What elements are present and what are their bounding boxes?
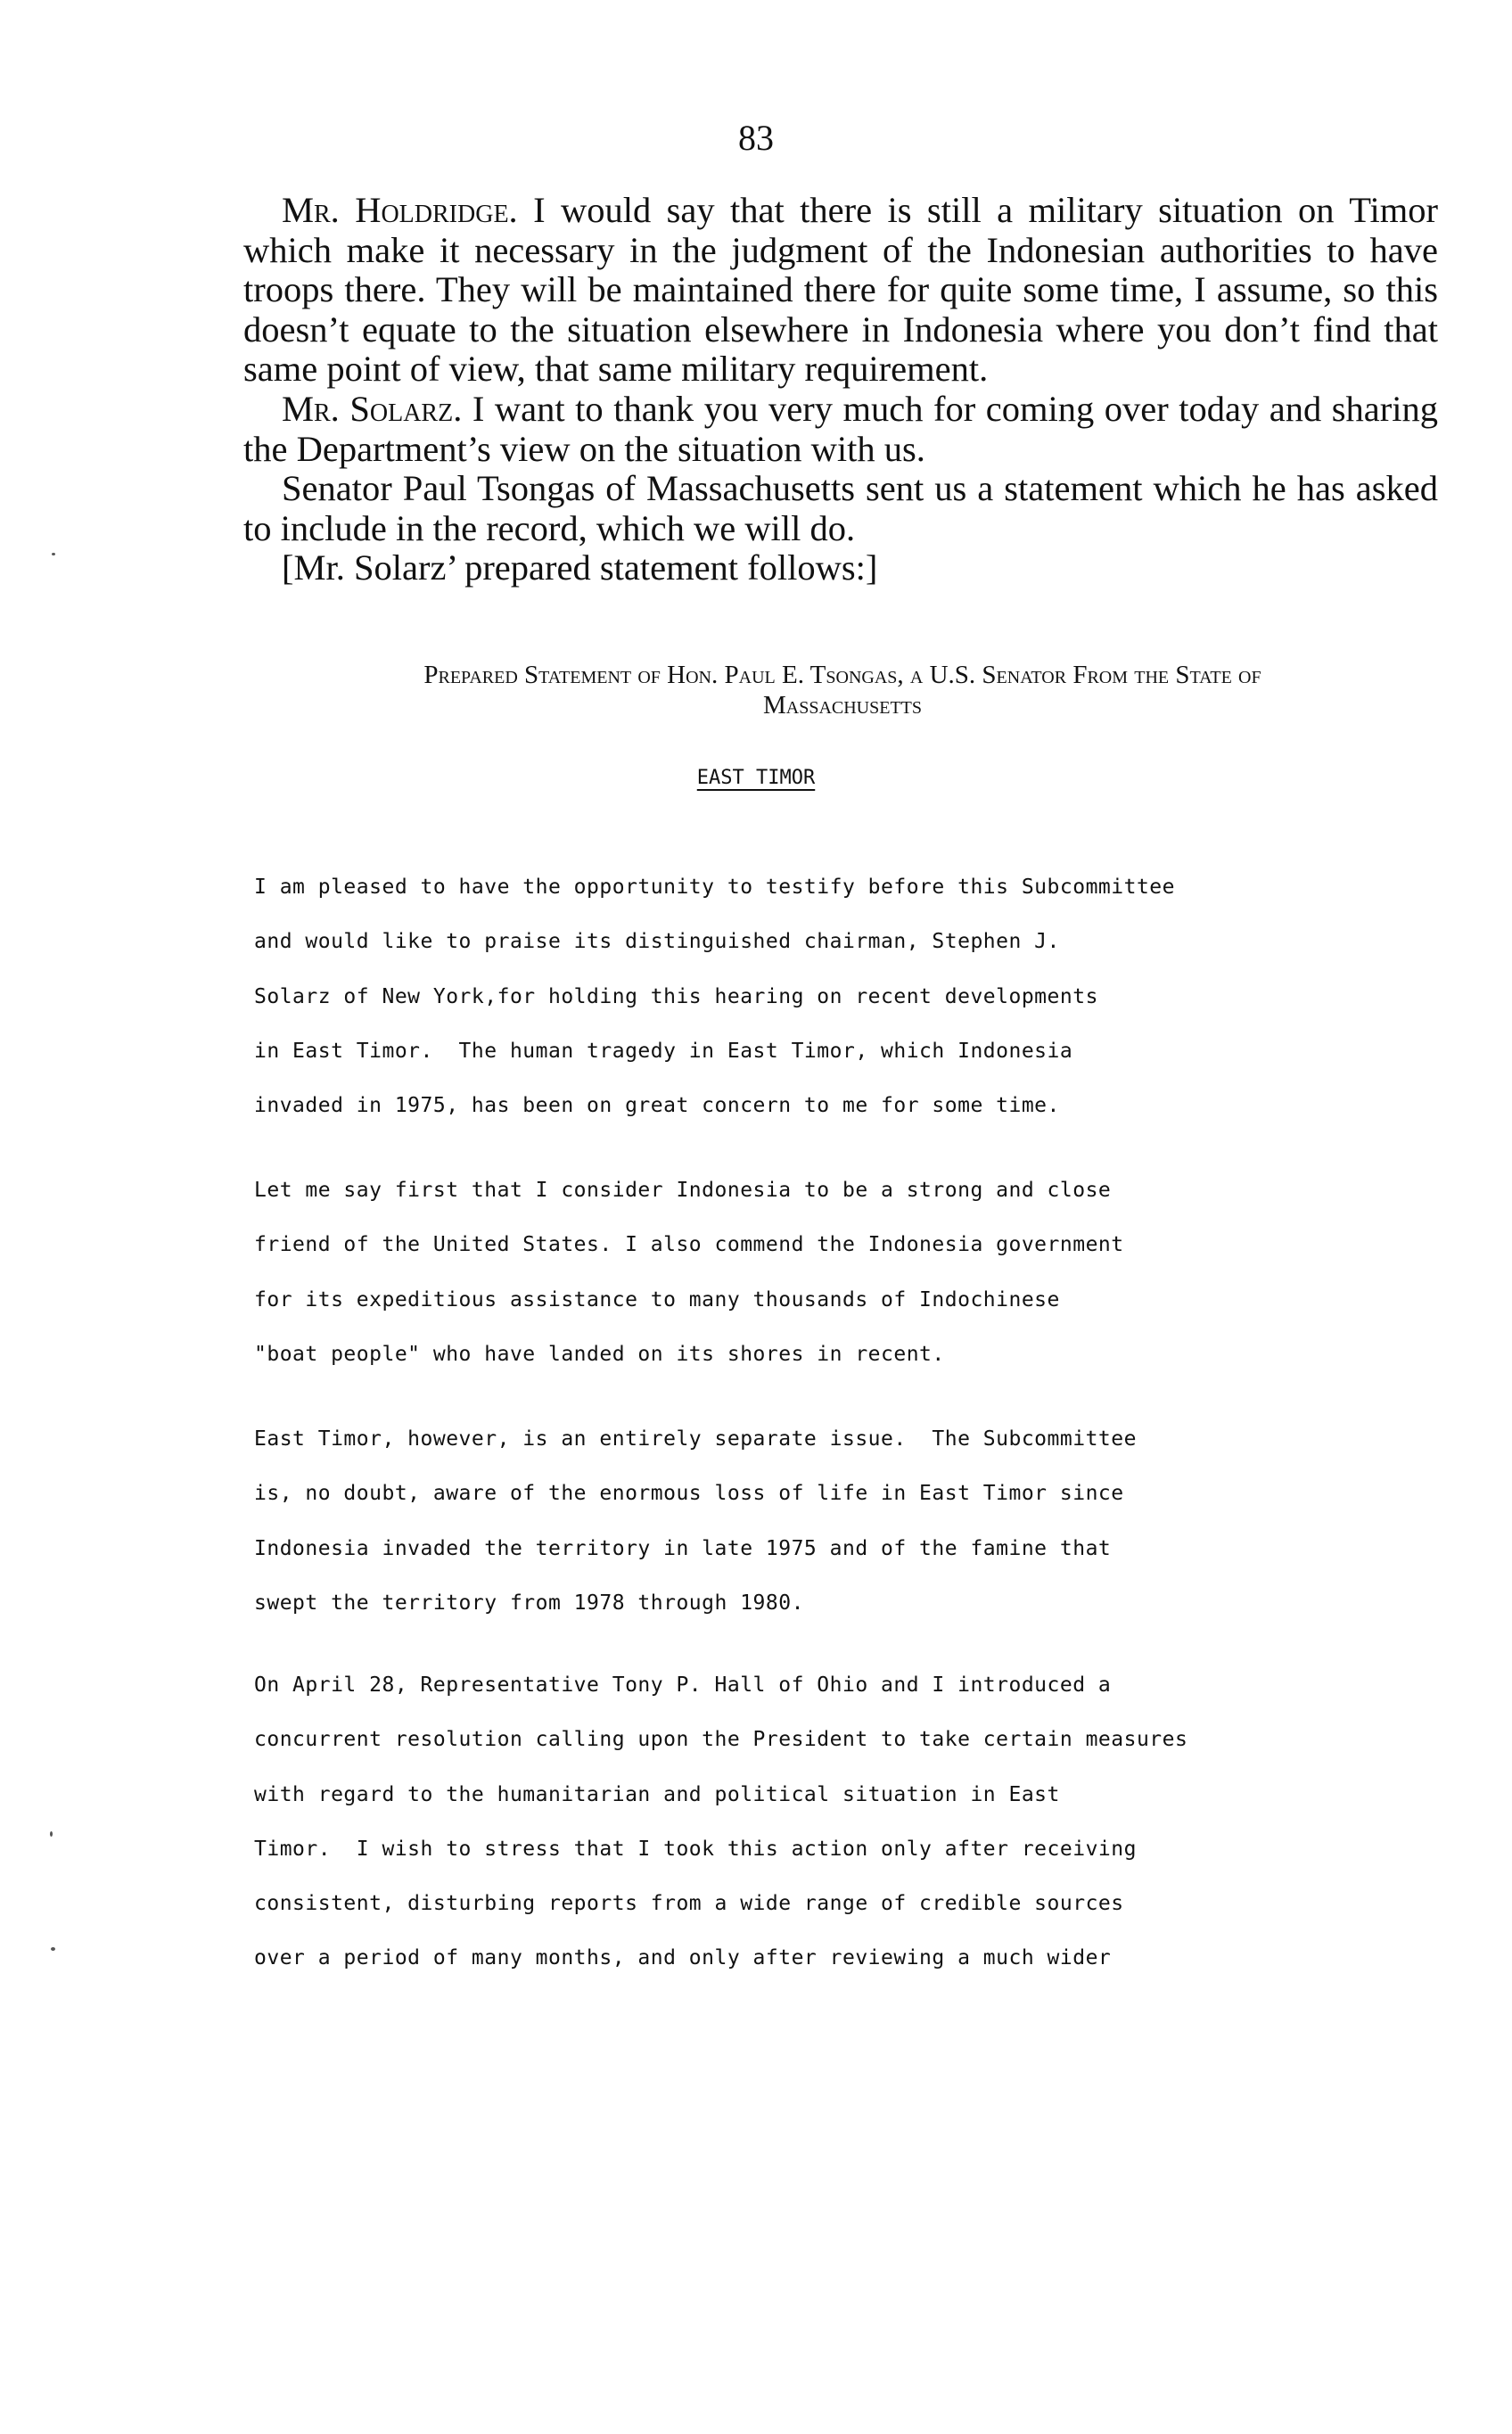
- speaker-name: Mr. Holdridge.: [282, 190, 518, 230]
- typed-paragraph: [254, 1658, 1449, 1986]
- typed-line: Let me say first that I consider Indonesia to be a strong and close: [254, 1179, 1112, 1202]
- scan-speck: [52, 553, 55, 555]
- scan-speck: [50, 1831, 53, 1837]
- typed-line: concurrent resolution calling upon the President to take certain measures: [254, 1728, 1188, 1752]
- typed-paragraph: [254, 1164, 1449, 1382]
- typed-paragraph: [254, 860, 1449, 1133]
- typed-line: invaded in 1975, has been on great concern to me for some time.: [254, 1094, 1060, 1118]
- typed-line: for its expeditious assistance to many thousands of Indochinese: [254, 1287, 1060, 1312]
- typed-line: friend of the United States. I also commend the Indonesia government: [254, 1233, 1124, 1257]
- typed-paragraph: [254, 1412, 1449, 1631]
- testimony-paragraph: [243, 469, 1438, 548]
- typed-line: Solarz of New York,for holding this hearing on recent developments: [254, 984, 1098, 1008]
- hearing-testimony: [243, 191, 1438, 588]
- typed-line: Indonesia invaded the territory in late 1975 and of the famine that: [254, 1536, 1112, 1560]
- typed-line: with regard to the humanitarian and political situation in East: [254, 1782, 1060, 1806]
- typed-line: On April 28, Representative Tony P. Hall of Ohio and I introduced a: [254, 1673, 1112, 1697]
- testimony-text: I want to thank you very much for coming over today and sharing the Department’s view on the situation with us.: [243, 388, 1439, 469]
- typed-line: consistent, disturbing reports from a wide range of credible sources: [254, 1892, 1124, 1916]
- section-title-text: EAST TIMOR: [696, 767, 816, 789]
- testimony-text: Senator Paul Tsongas of Massachusetts sent us a statement which he has asked to include in the record, which we will do.: [243, 468, 1438, 548]
- typed-line: in East Timor. The human tragedy in East Timor, which Indonesia: [254, 1039, 1073, 1063]
- testimony-paragraph: [243, 548, 1438, 588]
- testimony-paragraph: [243, 390, 1438, 469]
- testimony-text: I would say that there is still a military situation on Timor which make it necessary in the judgment of the Indonesian authorities to have troops there. They will be maintained there for quite some time, I assume, so this doesn’t equate to the situation elsewhere in Indonesia where you don’t find that same point of view, that same military requirement.: [243, 190, 1438, 390]
- scan-speck: [51, 1947, 55, 1951]
- typed-line: "boat people" who have landed on its shores in recent.: [254, 1342, 945, 1366]
- typed-line: is, no doubt, aware of the enormous loss of life in East Timor since: [254, 1482, 1124, 1506]
- page-number: 83: [738, 118, 774, 158]
- section-title: [0, 762, 1512, 794]
- typed-line: swept the territory from 1978 through 1980.: [254, 1591, 804, 1615]
- prepared-statement-heading: [241, 660, 1444, 720]
- speaker-name: Mr. Solarz.: [282, 388, 463, 429]
- testimony-paragraph: [243, 191, 1438, 390]
- typed-line: and would like to praise its distinguished chairman, Stephen J.: [254, 930, 1060, 954]
- heading-line: Prepared Statement of Hon. Paul E. Tsongas, a U.S. Senator From the State of: [423, 661, 1261, 689]
- typed-line: East Timor, however, is an entirely separate issue. The Subcommittee: [254, 1427, 1137, 1451]
- typed-line: over a period of many months, and only after reviewing a much wider: [254, 1946, 1112, 1970]
- typed-line: Timor. I wish to stress that I took this action only after receiving: [254, 1837, 1137, 1861]
- typed-line: I am pleased to have the opportunity to testify before this Subcommittee: [254, 876, 1175, 899]
- testimony-text: [Mr. Solarz’ prepared statement follows:]: [282, 547, 878, 588]
- heading-line: Massachusetts: [762, 691, 923, 720]
